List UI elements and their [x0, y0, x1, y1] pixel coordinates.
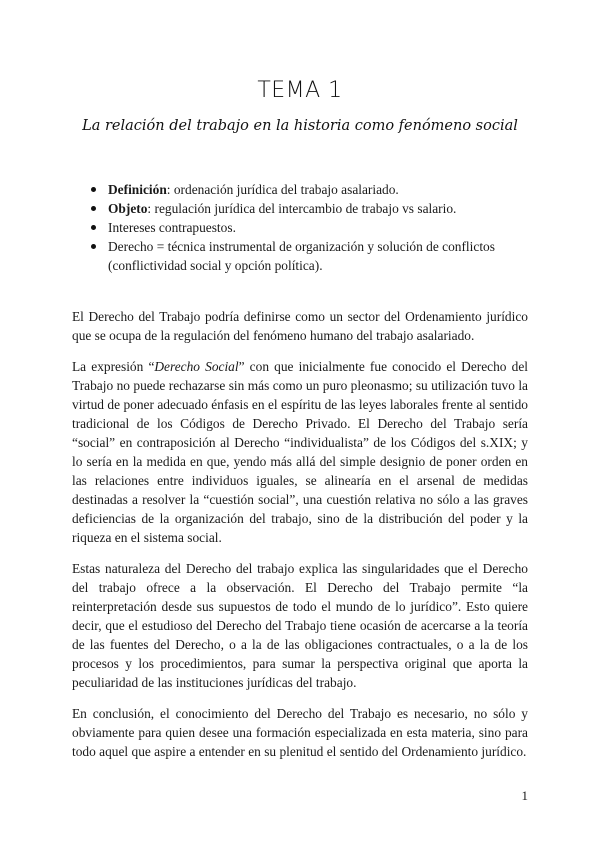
bullet-term: Objeto: [108, 201, 148, 216]
page-number: 1: [521, 788, 528, 803]
summary-bullet-list: [90, 180, 530, 275]
bullet-text: Derecho = técnica instrumental de organización y solución de conflictos (conflictividad social y opción política).: [108, 239, 495, 273]
body-text: [72, 307, 528, 773]
paragraph-singularidades: Estas naturaleza del Derecho del trabajo explica las singularidades que el Derecho del trabajo ofrece a la observación. El Derecho del Trabajo permite “la reinterpretación desde sus supuestos de todo el mundo de lo jurídico”. Esto quiere decir, que el estudioso del Derecho del Trabajo tiene ocasión de acercarse a la teoría de las fuentes del Derecho, o a la de las obligaciones contractuales, o a la de los procesos y los procedimientos, para sumar la perspectiva original que aporta la peculiaridad de las instituciones jurídicas del trabajo.: [72, 561, 528, 690]
paragraph-derecho-social: [72, 357, 528, 547]
paragraph-conclusion: En conclusión, el conocimiento del Derecho del Trabajo es necesario, no sólo y obviamente para quien desee una formación especializada en esta materia, sino para todo aquel que aspire a entender en su plenitud el sentido del Ordenamiento jurídico.: [72, 706, 528, 759]
page-subtitle: La relación del trabajo en la historia como fenómeno social: [82, 118, 518, 134]
bullet-item: [90, 218, 530, 237]
paragraph-definition: El Derecho del Trabajo podría definirse como un sector del Ordenamiento jurídico que se ocupa de la regulación del fenómeno humano del trabajo asalariado.: [72, 309, 528, 343]
emphasis-text: Derecho Social: [154, 359, 239, 374]
paragraph-text: ” con que inicialmente fue conocido el Derecho del Trabajo no puede rechazarse sin más como un puro pleonasmo; su utilización tuvo la virtud de poner adecuado énfasis en el espíritu de las leyes laborales frente al sentido tradicional de los Códigos de Derecho Privado. El Derecho del Trabajo sería “social” en contraposición al Derecho “individualista” de los Códigos del s.XIX; y lo sería en la medida en que, yendo más allá del simple designio de poner orden en las relaciones entre individuos iguales, se alinearía en el arsenal de medidas destinadas a resolver la “cuestión social”, una cuestión relativa no sólo a las graves deficiencias de la organización del trabajo, sino de la distribución del poder y la riqueza en el sistema social.: [72, 359, 528, 545]
page-title: TEMA 1: [257, 78, 343, 103]
bullet-item: [90, 237, 530, 275]
bullet-text: : ordenación jurídica del trabajo asalariado.: [166, 182, 399, 197]
bullet-text: : regulación jurídica del intercambio de trabajo vs salario.: [147, 201, 457, 216]
bullet-text: Intereses contrapuestos.: [108, 220, 236, 235]
bullet-term: Definición: [108, 182, 167, 197]
bullet-item: [90, 199, 530, 218]
bullet-item: [90, 180, 530, 199]
paragraph-text: La expresión “: [72, 359, 155, 374]
